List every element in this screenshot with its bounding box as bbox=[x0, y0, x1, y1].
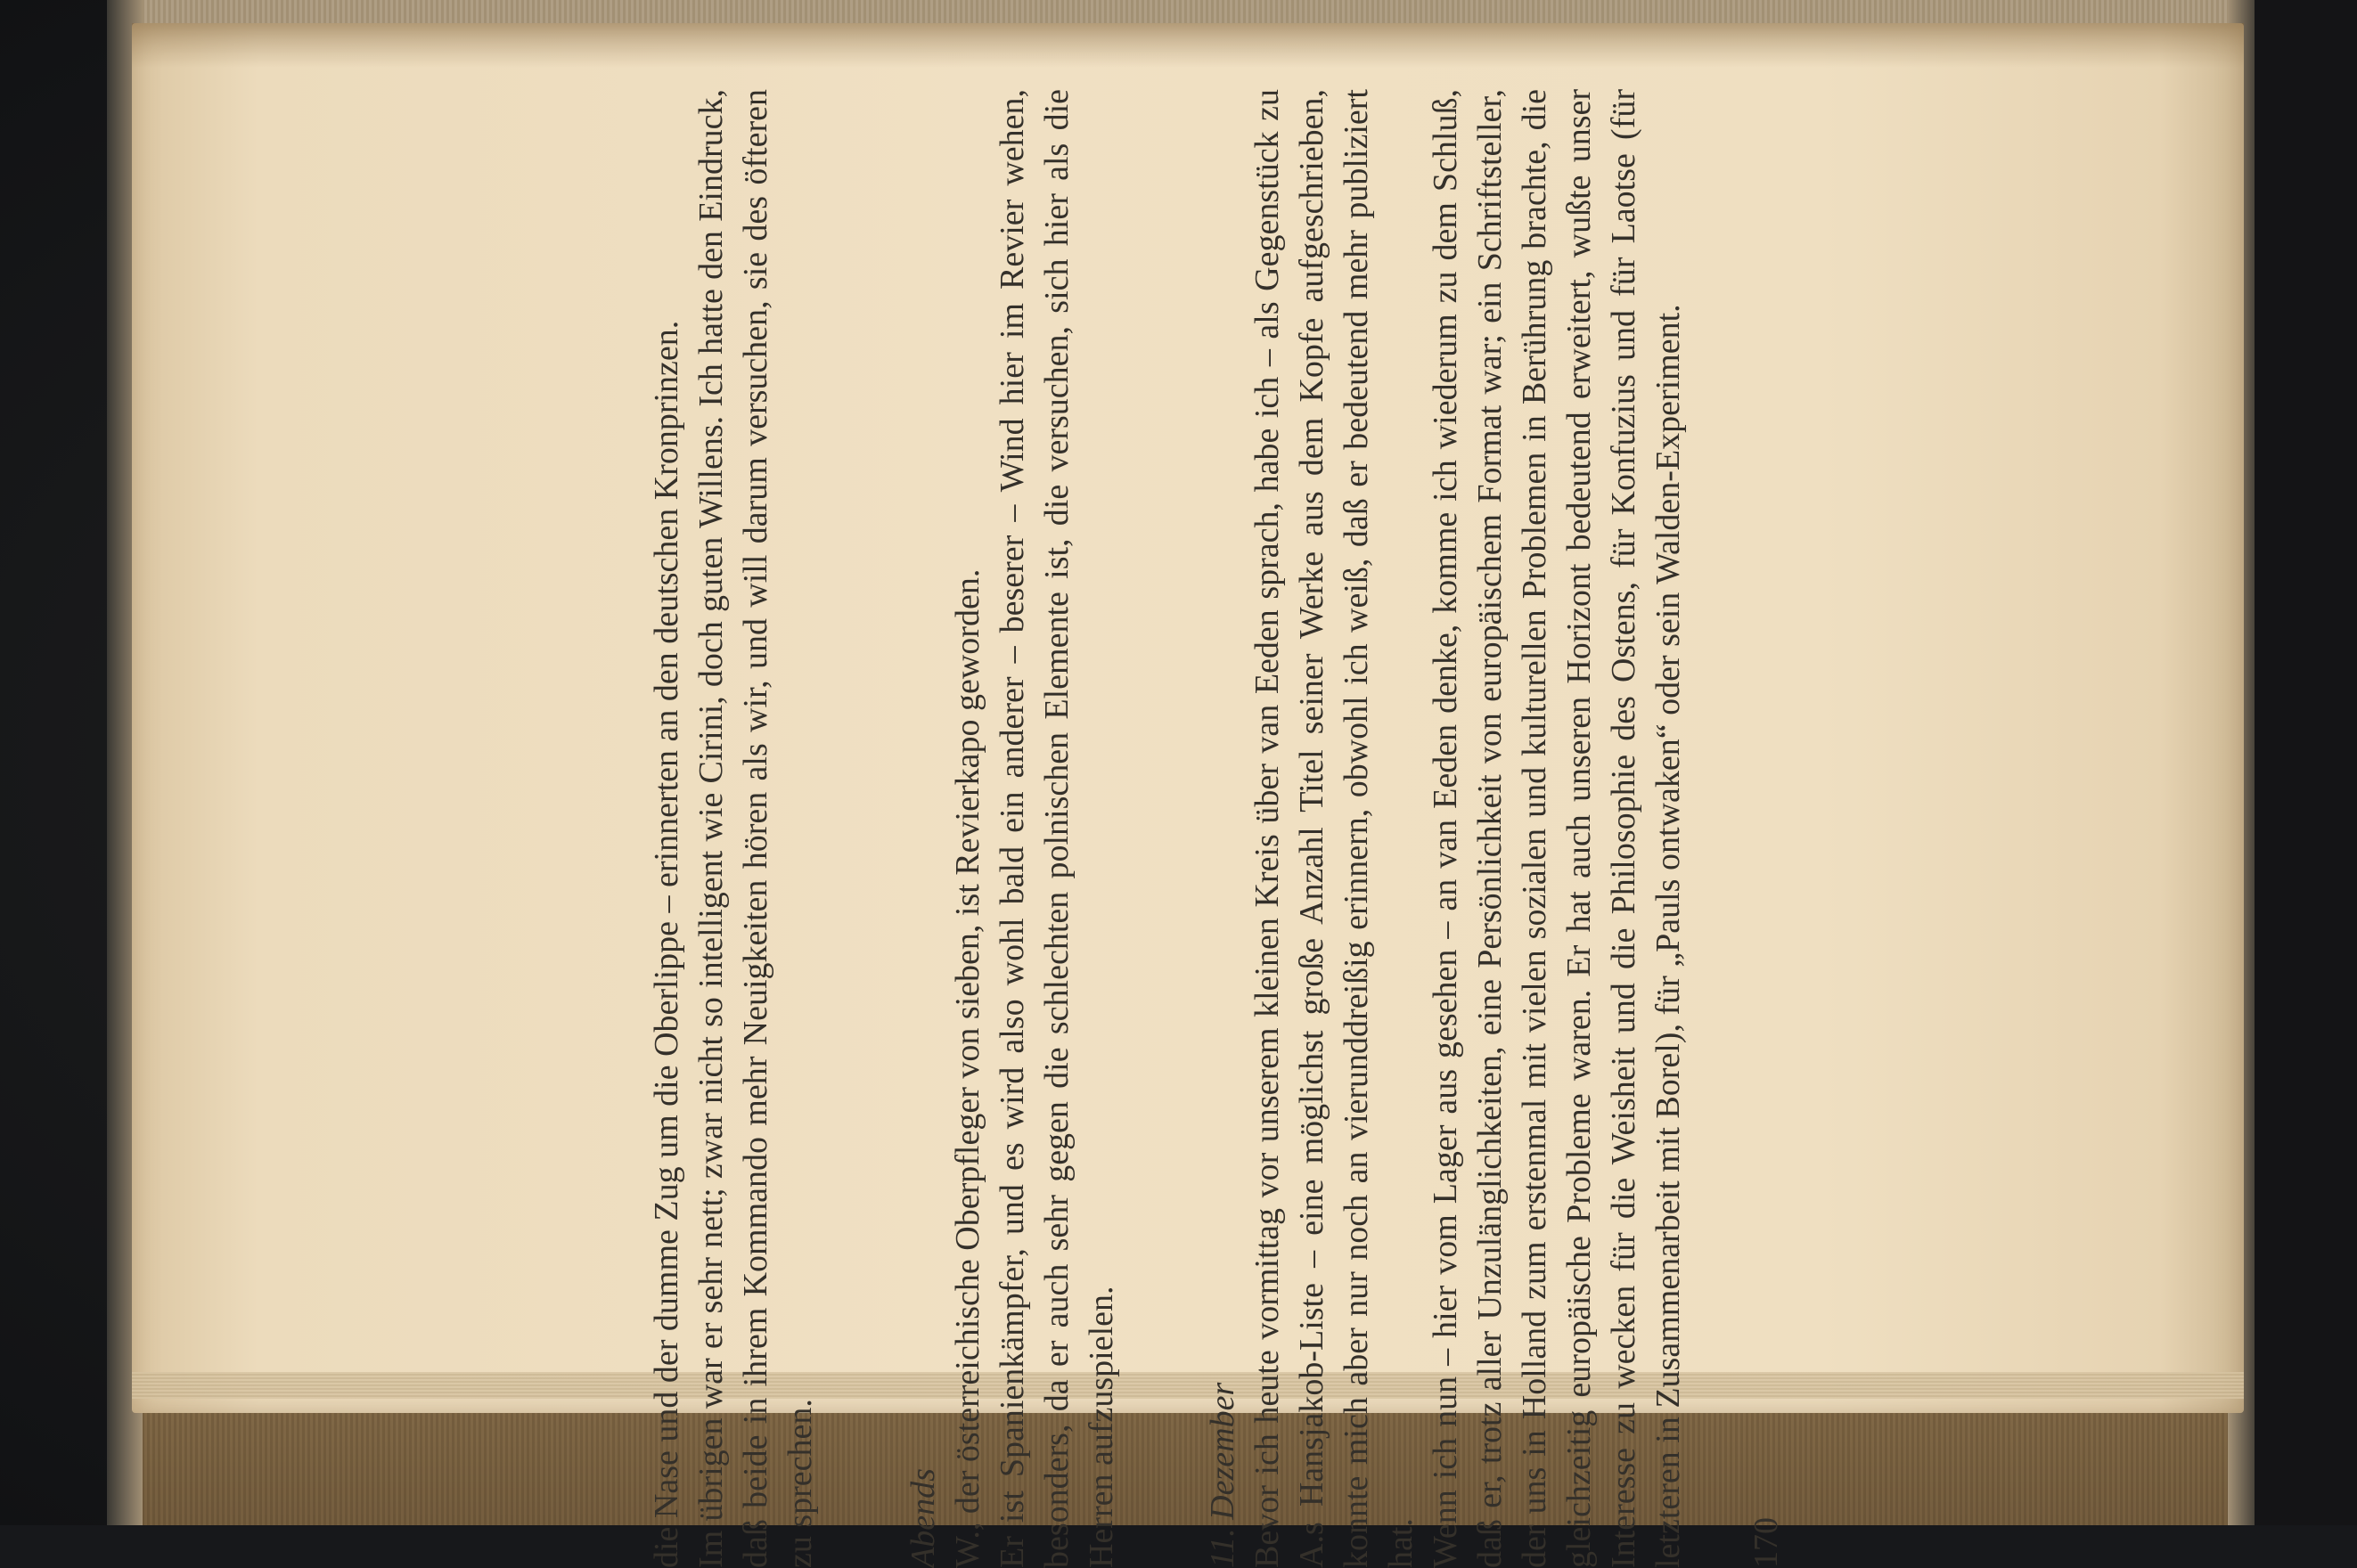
paragraph: W., der österreichische Oberpfleger von sieben, ist Revierkapo geworden. bbox=[949, 568, 986, 1568]
paragraph: die Nase und der dumme Zug um die Oberlippe – erinnerten an den deutschen Kronprinzen. bbox=[648, 320, 685, 1568]
paragraph: Er ist Spanienkämpfer, und es wird also wohl bald ein anderer – beserer – Wind hier im Revier wehen, besonders, da er auch sehr gegen die schlechten polnischen Elemente ist, die versuchen, sich hier als die Herren aufzuspielen. bbox=[994, 89, 1120, 1568]
paragraph: Bevor ich heute vormittag vor unserem kleinen Kreis über van Eeden sprach, habe ich – als Gegenstück zu A.s Hansjakob-Liste – eine möglichst große Anzahl Titel seiner Werke aus dem Kopfe aufgeschrieben, konnte mich aber nur noch an vierunddreißig erinnern, obwohl ich weiß, daß er bedeutend mehr publiziert hat. bbox=[1248, 89, 1420, 1568]
paragraph: Im übrigen war er sehr nett; zwar nicht so intelligent wie Cirini, doch guten Willens. Ich hatte den Eindruck, daß beide in ihrem Kommando mehr Neuigkeiten hören als wir, und will darum versuchen, sie des öfteren zu sprechen. bbox=[692, 89, 819, 1568]
page-gutter-shadow bbox=[132, 23, 2244, 68]
section-heading-abends: Abends bbox=[904, 1468, 942, 1568]
page-number: 170 bbox=[1747, 1517, 1785, 1568]
paragraph: Wenn ich nun – hier vom Lager aus gesehen – an van Eeden denke, komme ich wiederum zu dem Schluß, daß er, trotz aller Unzulänglichkeiten, eine Persönlichkeit von europäischem Format war; ein Schriftsteller, der uns in Holland zum erstenmal mit vielen sozialen und kulturellen Problemen in Berührung brachte, die gleichzeitig europäische Probleme waren. Er hat auch unseren Horizont bedeutend erweitert, wußte unser Interesse zu wecken für die Weisheit und die Philosophie des Ostens, für Konfuzius und für Laotse (für letzteren in Zusammenarbeit mit Borel), für „Pauls ontwaken“ oder sein Walden-Experiment. bbox=[1427, 89, 1687, 1568]
background-dark-area bbox=[2255, 0, 2357, 1525]
rotated-text-block bbox=[644, 89, 1788, 1568]
spacer bbox=[1124, 89, 1200, 1568]
section-heading-date: 11. Dezember bbox=[1204, 1382, 1241, 1568]
spacer bbox=[822, 89, 901, 1568]
